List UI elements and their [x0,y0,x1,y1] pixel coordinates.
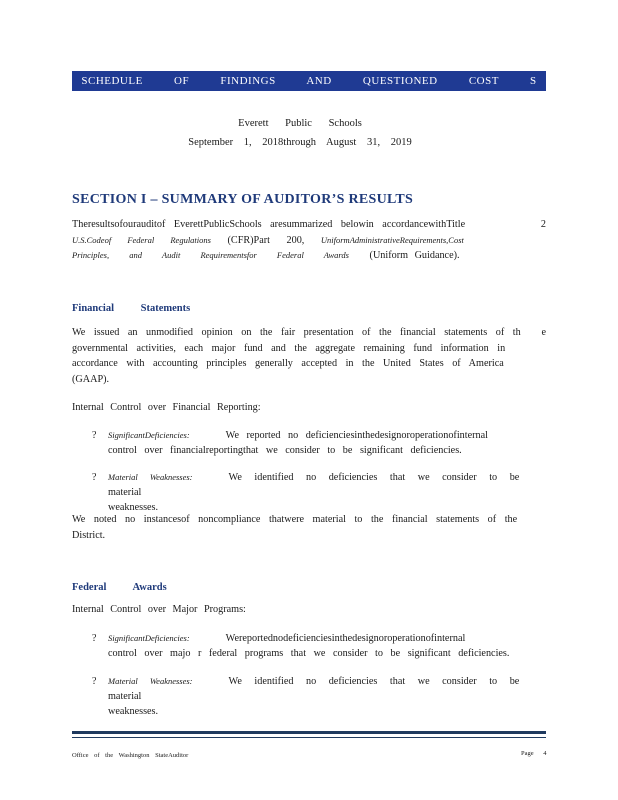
bullet-line-1: We reported no deficienciesinthedesignoroperationofinternal [225,430,488,441]
bullet-label: SignificantDeficiencies: [108,633,190,643]
footer-page-number: 4 [543,750,547,757]
section-heading: SECTION I – SUMMARY OF AUDITOR’S RESULTS [72,192,414,207]
fs-bullet-material [92,470,532,515]
intro-cfr: (CFR)Part 200, [227,234,305,246]
noncompliance-paragraph [72,512,546,543]
intro-italic-uniform: UniformAdministrativeRequirements,Cost [320,234,464,245]
fa-bullet-material [92,674,532,719]
footer-page [521,750,547,757]
opinion-line-3: accordance with accounting principles generally accepted in the United States of America [72,358,504,369]
bullet-line-2: weaknesses. [108,502,159,513]
noncompliance-line-2: District. [72,529,106,541]
schedule-title-banner [72,71,546,91]
bullet-line-2: control over financialreportingthat we consider to be significant deficiencies. [108,445,462,456]
intro-italic-regs: U.S.Codeof Federal Regulations [72,234,211,245]
banner-title: SCHEDULE OF FINDINGS AND QUESTIONED COST S [81,75,537,87]
opinion-line-2: governmental activities, each major fund and the aggregate remaining fund information in [72,342,506,354]
bullet-line-1: Wereportednodeficienciesinthedesignoroperationofinternal [225,633,466,644]
audit-period: September 1, 2018through August 31, 2019 [188,137,412,148]
fs-bullet-significant [92,428,532,458]
fs-internal-control-heading: Internal Control over Financial Reporting: [72,402,261,413]
bullet-mark: ? [92,472,97,483]
bullet-line-1: We identified no deficiencies that we consider to be material [108,676,520,702]
bullet-mark: ? [92,430,97,441]
intro-line-1: Theresultsofourauditof EverettPublicSchools aresummarized belowin accordancewithTitle [72,219,466,230]
federal-awards-subheading: Federal Awards [72,582,167,593]
bullet-label: Material Weaknesses: [108,676,193,686]
fa-internal-control-heading: Internal Control over Major Programs: [72,604,246,615]
bullet-mark: ? [92,676,97,687]
bullet-label: Material Weaknesses: [108,472,193,482]
opinion-line-1: We issued an unmodified opinion on the fair presentation of the financial statements of th [72,327,521,338]
intro-italic-principles: Principles, and Audit Requirementsfor Federal Awards [72,250,349,260]
bullet-line-2: control over majo r federal programs that we consider to be significant deficiencies. [108,648,510,659]
opinion-line-1-tail: e [541,327,546,338]
financial-statements-subheading: Financial Statements [72,303,191,314]
intro-paragraph [72,217,546,264]
footer-rule-thin [72,737,546,738]
noncompliance-line-1: We noted no instancesof noncompliance thatwere material to the financial statements of the [72,514,518,525]
bullet-line-2: weaknesses. [108,706,159,717]
opinion-paragraph [72,325,546,387]
footer-rule-thick [72,731,546,734]
entity-name: Everett Public Schools [238,118,362,129]
bullet-mark: ? [92,633,97,644]
fa-bullet-significant [92,631,532,661]
bullet-label: SignificantDeficiencies: [108,430,190,440]
footer-page-label: Page [521,750,534,757]
footer-office: Office of the Washington StateAuditor [72,752,189,759]
intro-uniform-guidance: (Uniform Guidance). [369,250,460,261]
bullet-line-1: We identified no deficiencies that we consider to be material [108,472,520,498]
opinion-line-4: (GAAP). [72,373,110,385]
intro-title-number: 2 [540,219,546,230]
